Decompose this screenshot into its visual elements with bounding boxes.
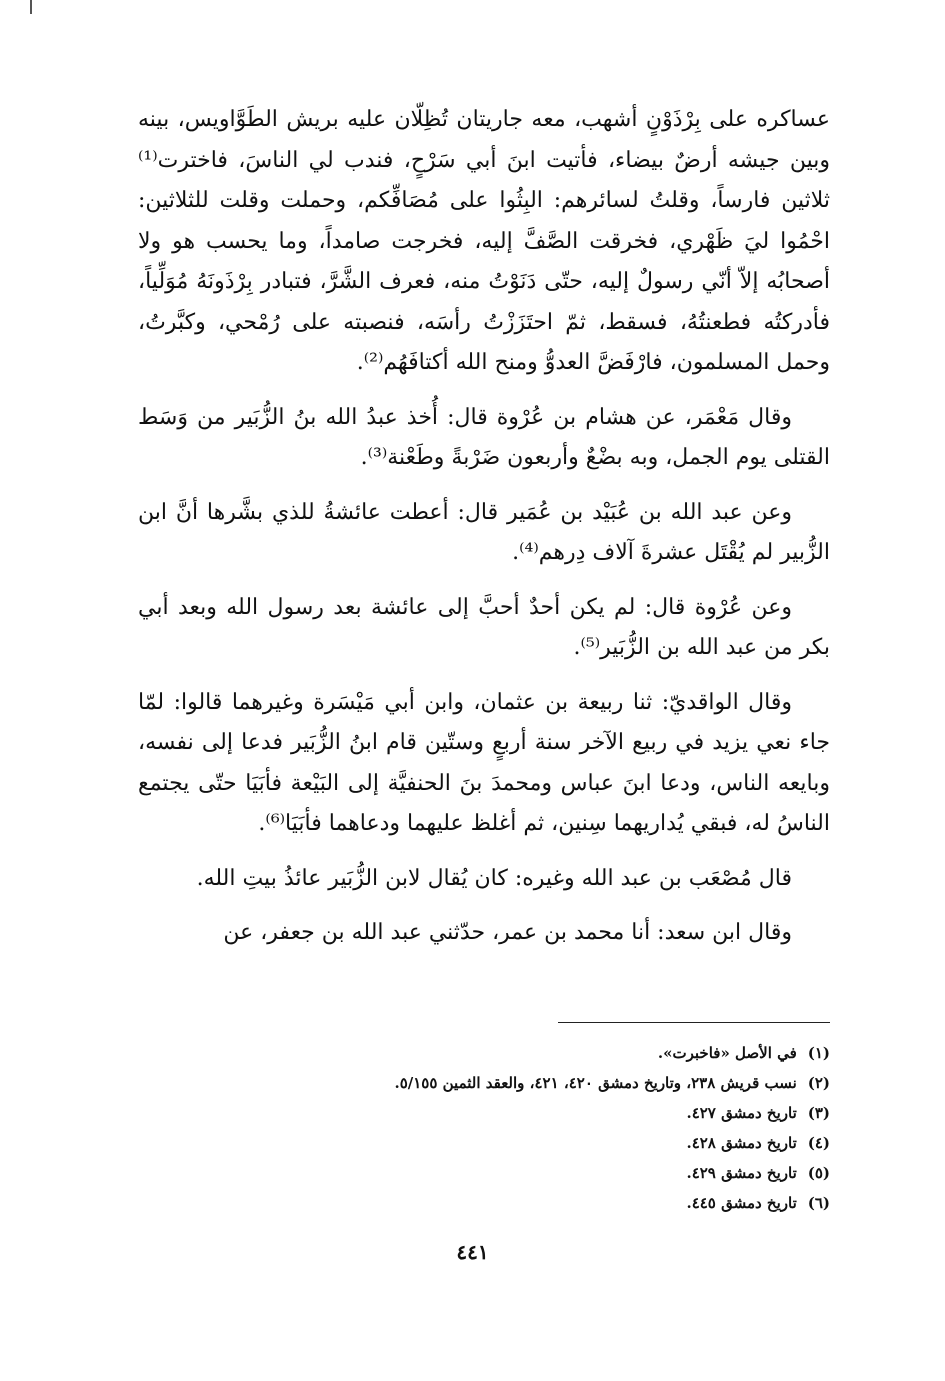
footnote-text: تاريخ دمشق ٤٢٨. xyxy=(686,1134,797,1152)
footnote-text: تاريخ دمشق ٤٢٧. xyxy=(686,1104,797,1122)
footnote-text: في الأصل «فاخبرت». xyxy=(657,1044,797,1062)
footnote-item xyxy=(300,1158,830,1188)
body-paragraph-6: قال مُصْعَب بن عبد الله وغيره: كان يُقال لابن الزُّبَير عائذُ بيتِ الله. xyxy=(196,865,792,891)
footnote-item xyxy=(300,1188,830,1218)
footnote-text: تاريخ دمشق ٤٢٩. xyxy=(686,1164,797,1182)
body-paragraph-1: عساكره على بِرْذَوْنٍ أشهب، معه جاريتان تُظِلّان عليه بريش الطَوَّاويس، بينه وبين جيشه أرضٌ بيضاء، فأتيت ابنَ أبي سَرْحٍ، فندب لي الناسَ، فاخترت⁽¹⁾ ثلاثين فارساً، وقلتُ لسائرهم: البِثُوا على مُصَافِّكم، وحملت وقلت للثلاثين: احْمُوا ليَ ظَهْري، فخرقت الصَّفَّ إليه، فخرجت صامداً، وما يحسب هو ولا أصحابُه إلاّ أنّي رسولٌ إليه، حتّى دَنَوْتُ منه، فعرف الشَّرَّ، فتبادر بِرْذَونَهُ مُوَلِّياً، فأدركتُه فطعنتُهُ، فسقط، ثمّ احتَزَزْتُ رأسَه، فنصبته على رُمْحي، وكبَّرتُ، وحمل المسلمون، فارْفَضَّ العدوُّ ومنح الله أكتافَهُم⁽²⁾. xyxy=(138,107,830,375)
footnote-number: (١) xyxy=(807,1044,830,1062)
footnote-separator xyxy=(558,1022,830,1023)
scan-edge-mark xyxy=(30,0,32,14)
body-paragraph-7: وقال ابن سعد: أنا محمد بن عمر، حدّثني عبد الله بن جعفر، عن xyxy=(223,920,792,945)
page-body xyxy=(138,100,830,954)
footnote-item xyxy=(300,1128,830,1158)
footnote-number: (٤) xyxy=(807,1134,830,1152)
footnote-item xyxy=(300,1068,830,1098)
page-number: ٤٤١ xyxy=(456,1240,489,1264)
body-paragraph-4: وعن عُرْوة قال: لم يكن أحدٌ أحبَّ إلى عائشة بعد رسول الله وبعد أبي بكر من عبد الله بن الزُّبَير⁽⁵⁾. xyxy=(138,594,830,660)
footnote-number: (٥) xyxy=(807,1164,830,1182)
body-paragraph-2: وقال مَعْمَر، عن هشام بن عُرْوة قال: أُخذ عبدُ الله بنُ الزُّبَير من وَسَط القتلى يوم الجمل، وبه بضْعٌ وأربعون ضَرْبةً وطَعْنة⁽³⁾. xyxy=(138,404,830,470)
footnote-item xyxy=(300,1038,830,1068)
body-paragraph-3: وعن عبد الله بن عُبَيْد بن عُمَير قال: أعطت عائشةُ للذي بشَّرها أنَّ ابن الزُّبير لم يُقْتَل عشرةَ آلاف دِرهم⁽⁴⁾. xyxy=(138,499,830,565)
footnotes xyxy=(300,1038,830,1218)
footnote-number: (٦) xyxy=(807,1194,830,1212)
footnote-text: نسب قريش ٢٣٨، وتاريخ دمشق ٤٢٠، ٤٢١، والعقد الثمين ٥/١٥٥. xyxy=(394,1074,797,1092)
body-paragraph-5: وقال الواقديّ: ثنا ربيعة بن عثمان، وابن أبي مَيْسَرة وغيرهما قالوا: لمّا جاء نعي يزيد في ربيع الآخر سنة أربعٍ وستّين قام ابنُ الزُّبَير فدعا إلى نفسه، وبايعه الناس، ودعا ابنَ عباس ومحمدَ بنَ الحنفيَّة إلى البَيْعة فأبَيَا حتّى يجتمع الناسُ له، فبقي يُداريهما سِنين، ثم أغلظ عليهما ودعاهما فأبَيَا⁽⁶⁾. xyxy=(138,689,830,836)
footnote-number: (٣) xyxy=(807,1104,830,1122)
footnote-number: (٢) xyxy=(807,1074,830,1092)
footnote-text: تاريخ دمشق ٤٤٥. xyxy=(686,1194,797,1212)
footnote-item xyxy=(300,1098,830,1128)
